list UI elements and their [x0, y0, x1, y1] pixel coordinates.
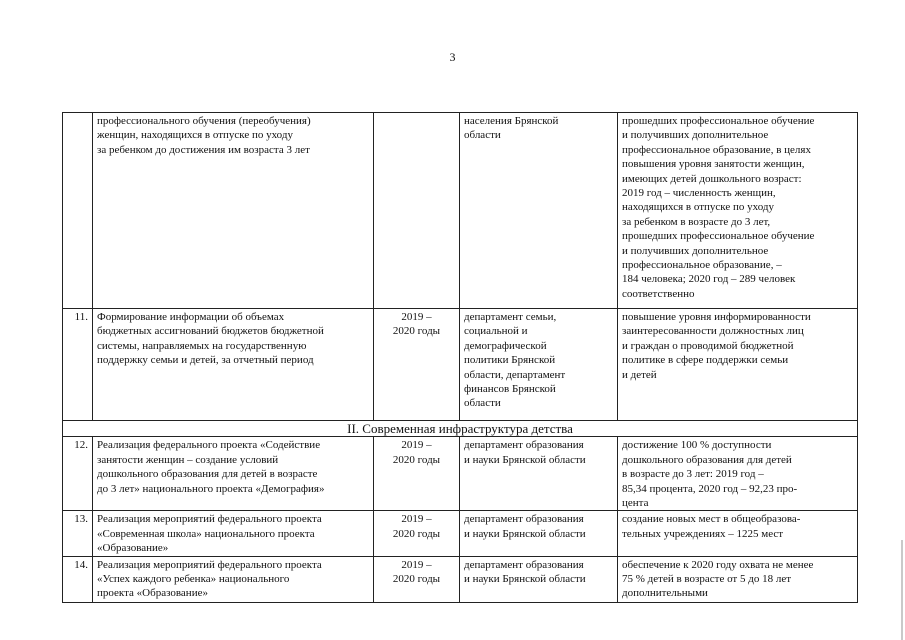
cell-activity: Реализация федерального проекта «Содействие занятости женщин – создание условий дошкольного образования для детей в возрасте до 3 лет» национального проекта «Демография»	[93, 437, 374, 511]
cell-period: 2019 – 2020 годы	[374, 556, 460, 602]
measures-table-body	[63, 113, 858, 603]
measures-table	[62, 112, 858, 603]
cell-number: 11.	[63, 309, 93, 421]
cell-executor: населения Брянской области	[460, 113, 618, 309]
cell-result: повышение уровня информированности заинтересованности должностных лиц и граждан о проводимой бюджетной политике в сфере поддержки семьи и детей	[618, 309, 858, 421]
cell-period	[374, 113, 460, 309]
table-row	[63, 556, 858, 602]
cell-result: прошедших профессиональное обучение и получивших дополнительное профессиональное образование, в целях повышения уровня занятости женщин, имеющих детей дошкольного возраст: 2019 год – численность женщин, находящихся в отпуске по уходу за ребенком в возрасте до 3 лет, прошедших профессиональное обучение и получивших дополнительное профессиональное образование, – 184 человека; 2020 год – 289 человек соответственно	[618, 113, 858, 309]
cell-number: 13.	[63, 511, 93, 556]
section-title: II. Современная инфраструктура детства	[63, 421, 858, 437]
cell-activity: профессионального обучения (переобучения) женщин, находящихся в отпуске по уходу за ребенком до достижения им возраста 3 лет	[93, 113, 374, 309]
table-row	[63, 437, 858, 511]
cell-result: создание новых мест в общеобразова- тельных учреждениях – 1225 мест	[618, 511, 858, 556]
cell-executor: департамент образования и науки Брянской области	[460, 437, 618, 511]
cell-result: обеспечение к 2020 году охвата не менее 75 % детей в возрасте от 5 до 18 лет дополнительными	[618, 556, 858, 602]
cell-executor: департамент образования и науки Брянской области	[460, 511, 618, 556]
cell-executor: департамент семьи, социальной и демографической политики Брянской области, департамент финансов Брянской области	[460, 309, 618, 421]
cell-result: достижение 100 % доступности дошкольного образования для детей в возрасте до 3 лет: 2019 год – 85,34 процента, 2020 год – 92,23 про- цента	[618, 437, 858, 511]
cell-activity: Реализация мероприятий федерального проекта «Успех каждого ребенка» национального проекта «Образование»	[93, 556, 374, 602]
cell-activity: Реализация мероприятий федерального проекта «Современная школа» национального проекта «Образование»	[93, 511, 374, 556]
table-row	[63, 511, 858, 556]
table-row	[63, 309, 858, 421]
cell-number	[63, 113, 93, 309]
cell-period: 2019 – 2020 годы	[374, 309, 460, 421]
page-number: 3	[449, 50, 456, 64]
scan-edge-line	[901, 540, 903, 640]
table-row	[63, 113, 858, 309]
cell-activity: Формирование информации об объемах бюджетных ассигнований бюджетов бюджетной системы, направляемых на государственную поддержку семьи и детей, за отчетный период	[93, 309, 374, 421]
cell-number: 14.	[63, 556, 93, 602]
section-header-row	[63, 421, 858, 437]
cell-period: 2019 – 2020 годы	[374, 511, 460, 556]
cell-executor: департамент образования и науки Брянской области	[460, 556, 618, 602]
cell-number: 12.	[63, 437, 93, 511]
cell-period: 2019 – 2020 годы	[374, 437, 460, 511]
